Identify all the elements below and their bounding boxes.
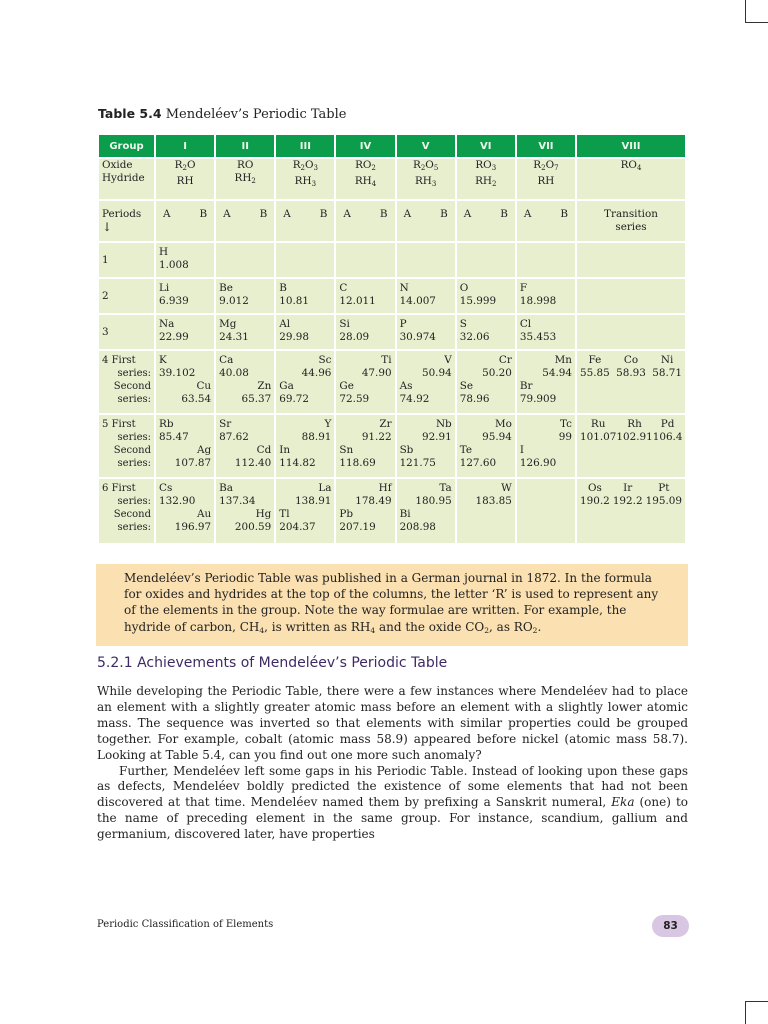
period-6-label: 6 First series: Second series: (99, 479, 154, 543)
cell-Fe-Co-Ni: Fe 55.85 Co 58.93 Ni 58.71 (577, 351, 685, 413)
periods-row: Periods ↓ A B A B A B A B A B A B A B Transition series (99, 201, 685, 241)
periods-label: Periods ↓ (99, 201, 154, 241)
element-Al: Al 29.98 (276, 315, 334, 349)
period-5-row (99, 415, 685, 477)
cell-Rb-Ag: Rb 85.47 Ag 107.87 (156, 415, 214, 477)
cell-Ti-Ge: Ti 47.90 Ge 72.59 (336, 351, 394, 413)
cell-Cs-Au: Cs 132.90 Au 196.97 (156, 479, 214, 543)
group-III: III (276, 135, 334, 157)
period-4-label: 4 First series: Second series: (99, 351, 154, 413)
group-V: V (397, 135, 455, 157)
cell-La-Tl: La 138.91 Tl 204.37 (276, 479, 334, 543)
oxide-hydride-row (99, 159, 685, 199)
element-Si: Si 28.09 (336, 315, 394, 349)
group-label: Group (99, 135, 154, 157)
group-I: I (156, 135, 214, 157)
info-note-box: Mendeléev’s Periodic Table was published in a German journal in 1872. In the formula for oxides and hydrides at the top of the columns, the letter ‘R’ is used to represent any of the elements in the group. Note the way formulae are written. For example, the hydride of carbon, $CH_4$, is written as $RH_4$ and the oxide $CO_2$, as $RO_2$. (96, 564, 688, 646)
running-footer: Periodic Classification of Elements (97, 919, 274, 930)
formula-I: $R_2O$ RH (156, 159, 214, 199)
formula-III: $R_2O_3$ $RH_3$ (276, 159, 334, 199)
cell-Sc-Ga: Sc 44.96 Ga 69.72 (276, 351, 334, 413)
element-B: B 10.81 (276, 279, 334, 313)
cell-Cr-Se: Cr 50.20 Se 78.96 (457, 351, 515, 413)
body-text (97, 684, 688, 843)
formula-VI: $RO_3$ $RH_2$ (457, 159, 515, 199)
group-VIII: VIII (577, 135, 685, 157)
group-II: II (216, 135, 274, 157)
element-Be: Be 9.012 (216, 279, 274, 313)
transition-series-label: Transition series (577, 201, 685, 241)
group-header-row (99, 135, 685, 157)
period-5-label: 5 First series: Second series: (99, 415, 154, 477)
cell-V-As: V 50.94 As 74.92 (397, 351, 455, 413)
cell-Zr-Sn: Zr 91.22 Sn 118.69 (336, 415, 394, 477)
paragraph-1: While developing the Periodic Table, there were a few instances where Mendeléev had to place an element with a slightly greater atomic mass before an element with a slightly lower atomic mass. The sequence was inverted so that elements with similar properties could be grouped together. For example, cobalt (atomic mass 58.9) appeared before nickel (atomic mass 58.7). Looking at Table 5.4, can you find out one more such anomaly? (97, 684, 688, 762)
element-H: H 1.008 (156, 243, 214, 277)
period-1-row: 1 H 1.008 (99, 243, 685, 277)
cell-Hf-Pb: Hf 178.49 Pb 207.19 (336, 479, 394, 543)
cell-K-Cu: K 39.102 Cu 63.54 (156, 351, 214, 413)
cell-Ta-Bi: Ta 180.95 Bi 208.98 (397, 479, 455, 543)
cell-Nb-Sb: Nb 92.91 Sb 121.75 (397, 415, 455, 477)
formula-IV: $RO_2$ $RH_4$ (336, 159, 394, 199)
element-Mg: Mg 24.31 (216, 315, 274, 349)
cell-Ru-Rh-Pd: Ru 101.07 Rh 102.91 Pd 106.4 (577, 415, 685, 477)
oxide-hydride-label: Oxide Hydride (99, 159, 154, 199)
element-P: P 30.974 (397, 315, 455, 349)
period-3-row: 3 Na 22.99 Mg 24.31 Al 29.98 Si 28.09 P 30.974 S 32.06 Cl 35.453 (99, 315, 685, 349)
cell-W: W 183.85 (457, 479, 515, 543)
cell-Sr-Cd: Sr 87.62 Cd 112.40 (216, 415, 274, 477)
element-S: S 32.06 (457, 315, 515, 349)
crop-mark-top-right (745, 0, 768, 23)
formula-VIII: $RO_4$ (577, 159, 685, 199)
periodic-table (97, 133, 687, 545)
cell-Tc-I: Tc 99 I 126.90 (517, 415, 575, 477)
element-O: O 15.999 (457, 279, 515, 313)
group-IV: IV (336, 135, 394, 157)
page-number-badge: 83 (652, 915, 689, 937)
element-Li: Li 6.939 (156, 279, 214, 313)
paragraph-2: Further, Mendeléev left some gaps in his Periodic Table. Instead of looking upon these gaps as defects, Mendeléev boldly predicted the existence of some elements that had not been discovered at that time. Mendeléev named them by prefixing a Sanskrit numeral, Eka (one) to the name of preceding element in the same group. For instance, scandium, gallium and germanium, discovered later, have properties (97, 763, 689, 842)
formula-II: RO $RH_2$ (216, 159, 274, 199)
element-C: C 12.011 (336, 279, 394, 313)
table-caption: Table 5.4 Mendeléev’s Periodic Table (98, 106, 347, 122)
group-VI: VI (457, 135, 515, 157)
cell-Ca-Zn: Ca 40.08 Zn 65.37 (216, 351, 274, 413)
period-6-row (99, 479, 685, 543)
group-VII: VII (517, 135, 575, 157)
cell-Mn-Br: Mn 54.94 Br 79.909 (517, 351, 575, 413)
element-N: N 14.007 (397, 279, 455, 313)
formula-VII: $R_2O_7$ RH (517, 159, 575, 199)
element-Na: Na 22.99 (156, 315, 214, 349)
period-4-row (99, 351, 685, 413)
formula-V: $R_2O_5$ $RH_3$ (397, 159, 455, 199)
element-Cl: Cl 35.453 (517, 315, 575, 349)
cell-Y-In: Y 88.91 In 114.82 (276, 415, 334, 477)
section-heading: 5.2.1 Achievements of Mendeléev’s Periodic Table (97, 655, 448, 671)
down-arrow-icon: ↓ (102, 220, 113, 234)
crop-mark-bottom-right (745, 1001, 768, 1024)
element-F: F 18.998 (517, 279, 575, 313)
cell-Mo-Te: Mo 95.94 Te 127.60 (457, 415, 515, 477)
cell-Ba-Hg: Ba 137.34 Hg 200.59 (216, 479, 274, 543)
cell-Os-Ir-Pt: Os 190.2 Ir 192.2 Pt 195.09 (577, 479, 685, 543)
period-2-row: 2 Li 6.939 Be 9.012 B 10.81 C 12.011 N 14.007 O 15.999 F 18.998 (99, 279, 685, 313)
